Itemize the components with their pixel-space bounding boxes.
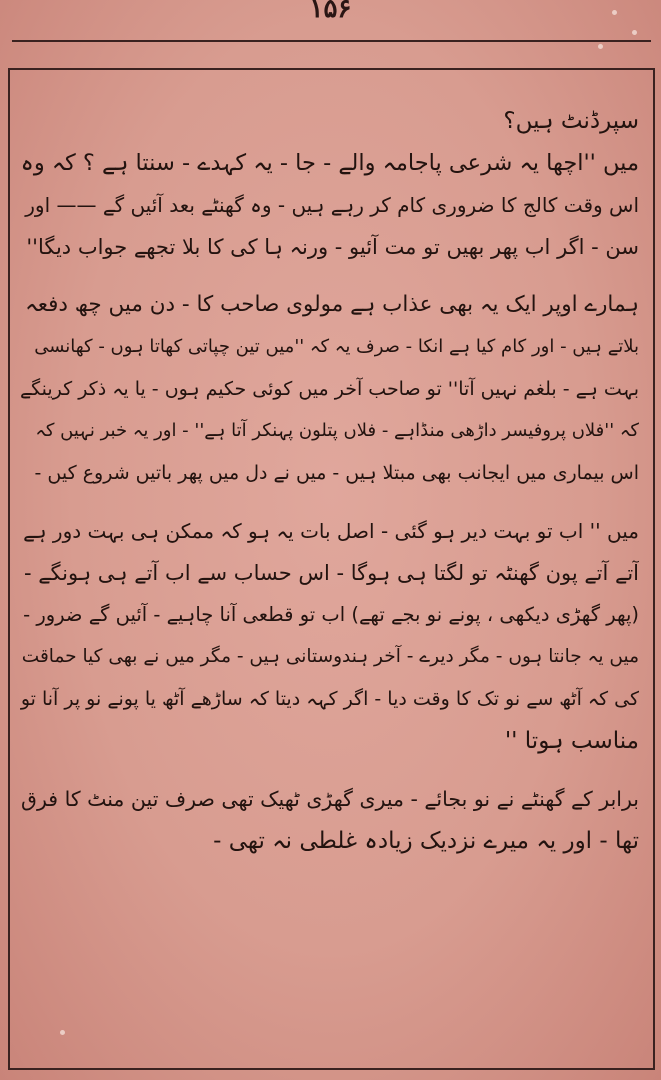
- text-line: کی کہ آٹھ سے نو تک کا وقت دیا - اگر کہہ دیتا کہ ساڑھے آٹھ یا پونے نو پر آنا تو: [20, 688, 639, 710]
- text-line: میں ''اچھا یہ شرعی پاجامہ والے - جا - یہ کہدے - سنتا ہے ؟ کہ وہ: [20, 150, 639, 176]
- text-line: تھا - اور یہ میرے نزدیک زیادہ غلطی نہ تھی -: [213, 828, 639, 854]
- paper-speck: [598, 44, 603, 49]
- text-line: اس بیماری میں ایجانب بھی مبتلا ہیں - میں نے دل میں پھر باتیں شروع کیں -: [34, 462, 639, 484]
- frame-right-border: [653, 68, 655, 1070]
- frame-top-border: [8, 68, 653, 70]
- top-rule: [12, 40, 651, 42]
- page-number: ۱۵۶: [309, 0, 352, 24]
- text-line: کہ ''فلاں پروفیسر داڑھی منڈاہے - فلاں پتلون پہنکر آتا ہے'' - اور یہ خبر نہیں کہ: [35, 420, 639, 441]
- text-line: میں یہ جانتا ہوں - مگر دیرے - آخر ہندوستانی ہیں - مگر میں نے بھی کیا حماقت: [21, 646, 639, 667]
- text-line: میں '' اب تو بہت دیر ہو گئی - اصل بات یہ ہو کہ ممکن ہی بہت دور ہے: [23, 519, 639, 543]
- frame-left-border: [8, 68, 10, 1070]
- text-line: مناسب ہوتا '': [504, 728, 639, 754]
- text-line: اس وقت کالج کا ضروری کام کر رہے ہیں - وہ گھنٹے بعد آئیں گے —— اور: [25, 193, 639, 217]
- paper-speck: [60, 1030, 65, 1035]
- paper-speck: [612, 10, 617, 15]
- text-line: سن - اگر اب پھر بھیں تو مت آئیو - ورنہ ہا کی کا بلا تجھے جواب دیگا'': [26, 235, 639, 259]
- text-line: آتے آتے پون گھنٹہ تو لگتا ہی ہوگا - اس حساب سے اب آتے ہی ہونگے -: [23, 561, 639, 585]
- paper-speck: [632, 30, 637, 35]
- text-line: برابر کے گھنٹے نے نو بجائے - میری گھڑی ٹھیک تھی صرف تین منٹ کا فرق: [21, 787, 639, 811]
- text-line: بلاتے ہیں - اور کام کیا ہے انکا - صرف یہ کہ ''میں تین چپاتی کھاتا ہوں - کھانسی: [34, 336, 639, 357]
- text-line: (پھر گھڑی دیکھی ، پونے نو بجے تھے) اب تو قطعی آنا چاہیے - آئیں گے ضرور -: [23, 603, 639, 626]
- text-line: سپرڈنٹ ہیں؟: [503, 108, 639, 134]
- text-line: ہمارے اوپر ایک یہ بھی عذاب ہے مولوی صاحب کا - دن میں چھ دفعہ: [25, 292, 639, 317]
- text-line: بہت ہے - بلغم نہیں آتا'' تو صاحب آخر میں کوئی حکیم ہوں - یا یہ ذکر کرینگے: [20, 378, 639, 400]
- page-text: [20, 100, 639, 862]
- frame-bottom-border: [8, 1068, 655, 1070]
